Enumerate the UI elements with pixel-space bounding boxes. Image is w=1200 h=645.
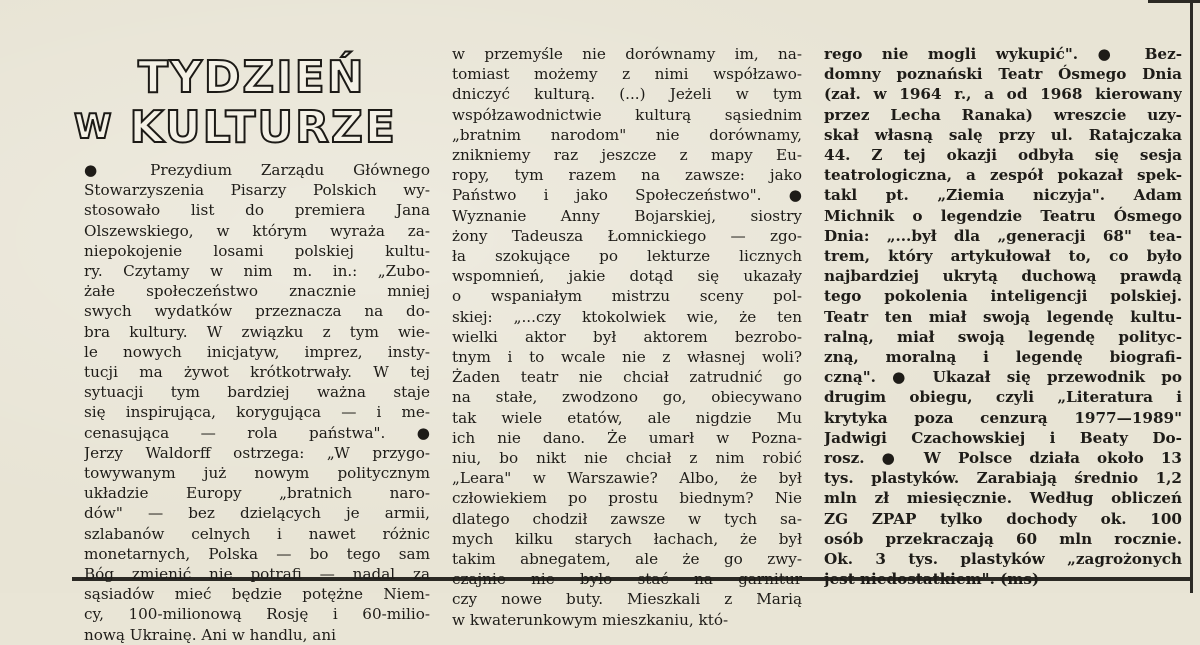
text-line: tucji ma żywot krótkotrwały. W tej [84, 363, 430, 382]
text-line: wielki aktor był aktorem bezrobo- [452, 327, 802, 346]
right-border-rule [1190, 0, 1193, 593]
text-line: Jadwigi Czachowskiej i Beaty Do- [824, 428, 1182, 447]
text-line: w przemyśle nie dorównamy im, na- [452, 45, 802, 63]
text-line: żony Tadeusza Łomnickiego — zgo- [452, 226, 802, 245]
section-title [70, 46, 430, 156]
text-line: ła szokujące po lekturze licznych [452, 247, 802, 266]
text-line: tak wiele etatów, ale nigdzie Mu [452, 408, 802, 427]
text-line: ralną, miał swoją legendę polityc- [824, 327, 1182, 346]
text-line: cy, 100-milionową Rosję i 60-milio- [84, 605, 430, 624]
text-line: żałe społeczeństwo znacznie mniej [84, 282, 430, 301]
text-line: skiej: „...czy ktokolwiek wie, że ten [452, 307, 802, 326]
text-line: takim abnegatem, ale że go zwy- [452, 550, 802, 569]
text-line: bra kultury. W związku z tym wie- [84, 322, 430, 341]
text-line: trem, który artykułował to, co było [824, 247, 1182, 266]
text-line: ry. Czytamy w nim m. in.: „Zubo- [84, 262, 430, 281]
article-column-3 [824, 44, 1182, 589]
text-line: mln zł miesięcznie. Według obliczeń [824, 489, 1182, 508]
text-line: tego pokolenia inteligencji polskiej. [824, 287, 1182, 306]
text-line: Ok. 3 tys. plastyków „zagrożonych [824, 550, 1182, 569]
title-word-tydzien: TYDZIEŃ [138, 52, 366, 103]
text-line: czną". ● Ukazał się przewodnik po [824, 368, 1182, 387]
text-line: wspomnień, jakie dotąd się ukazały [452, 267, 802, 286]
text-line: współzawodnictwie kulturą sąsiednim [452, 105, 802, 124]
text-line: w kwaterunkowym mieszkaniu, któ- [452, 610, 729, 629]
text-line: na stałe, zwodzono go, obiecywano [452, 388, 802, 407]
text-line: cenasująca — rola państwa". ● [84, 423, 430, 442]
text-line: człowiekiem po prostu biednym? Nie [452, 489, 802, 508]
text-line: się inspirująca, korygująca — i me- [84, 403, 430, 422]
title-line-2 [74, 102, 397, 153]
text-line: stosowało list do premiera Jana [84, 201, 430, 220]
text-line: monetarnych, Polska — bo tego sam [84, 544, 430, 563]
text-line: układzie Europy „bratnich naro- [84, 484, 430, 503]
text-line: zną, moralną i legendę biografi- [824, 348, 1182, 367]
text-line: Bóg zmienić nie potrafi — nadal za [84, 565, 430, 584]
text-line: Teatr ten miał swoją legendę kultu- [824, 307, 1182, 326]
text-line: 44. Z tej okazji odbyła się sesja [824, 146, 1182, 165]
text-line: osób przekraczają 60 mln rocznie. [824, 529, 1182, 548]
text-line: rego nie mogli wykupić". ● Bez- [824, 45, 1182, 63]
text-line: najbardziej ukrytą duchową prawdą [824, 267, 1182, 286]
text-line: tnym i to wcale nie z własnej woli? [452, 348, 802, 367]
title-word-kulturze: KULTURZE [129, 102, 397, 153]
text-line: „Leara" w Warszawie? Albo, że był [452, 469, 802, 488]
text-line: rosz. ● W Polsce działa około 13 [824, 449, 1182, 468]
text-line: Michnik o legendzie Teatru Ósmego [824, 206, 1182, 225]
text-line: niepokojenie losami polskiej kultu- [84, 241, 430, 260]
text-line: nową Ukrainę. Ani w handlu, ani [84, 625, 336, 644]
text-line: (zał. w 1964 r., a od 1968 kierowany [824, 85, 1182, 104]
text-line: drugim obiegu, czyli „Literatura i [824, 388, 1182, 407]
top-border-rule [1148, 0, 1200, 3]
text-line: sąsiadów mieć będzie potężne Niem- [84, 585, 430, 604]
text-line: ZG ZPAP tylko dochody ok. 100 [824, 509, 1182, 528]
text-line: tys. plastyków. Zarabiają średnio 1,2 [824, 469, 1182, 488]
text-line: le nowych inicjatyw, imprez, insty- [84, 342, 430, 361]
text-line: mych kilku starych łachach, że był [452, 529, 802, 548]
text-line: o wspaniałym mistrzu sceny pol- [452, 287, 802, 306]
text-line: niu, bo nikt nie chciał z nim robić [452, 449, 802, 468]
text-line: czy nowe buty. Mieszkali z Marią [452, 590, 802, 609]
text-line: dów" — bez dzielących je armii, [84, 504, 430, 523]
text-line: Państwo i jako Społeczeństwo". ● [452, 186, 802, 205]
text-line: krytyka poza cenzurą 1977—1989" [824, 408, 1182, 427]
text-line: jest niedostatkiem". (ms) [824, 570, 1040, 589]
text-line: Dnia: „...był dla „generacji 68" tea- [824, 226, 1182, 245]
article-column-2 [452, 44, 802, 630]
title-line-1 [138, 52, 366, 103]
text-line: ropy, tym razem na zawsze: jako [452, 166, 802, 185]
text-line: Wyznanie Anny Bojarskiej, siostry [452, 206, 802, 225]
text-line: Jerzy Waldorff ostrzega: „W przygo- [84, 443, 430, 462]
text-line: skał własną salę przy ul. Ratajczaka [824, 125, 1182, 144]
text-line: ich nie dano. Że umarł w Pozna- [452, 428, 802, 447]
text-line: domny poznański Teatr Ósmego Dnia [824, 65, 1182, 84]
article-column-1 [84, 160, 430, 645]
text-line: „bratnim narodom" nie dorównamy, [452, 125, 802, 144]
text-line: Żaden teatr nie chciał zatrudnić go [452, 368, 802, 387]
text-line: takl pt. „Ziemia niczyja". Adam [824, 186, 1182, 205]
text-line: swych wydatków przeznacza na do- [84, 302, 430, 321]
text-line: ● Prezydium Zarządu Głównego [84, 161, 430, 179]
text-line: tomiast możemy z nimi współzawo- [452, 65, 802, 84]
text-line: czajnie nie było stać na garnitur [452, 570, 802, 589]
text-line: sytuacji tym bardziej ważna staje [84, 383, 430, 402]
text-line: Olszewskiego, w którym wyraża za- [84, 221, 430, 240]
text-line: przez Lecha Ranaka) wreszcie uzy- [824, 105, 1182, 124]
text-line: szlabanów celnych i nawet różnic [84, 524, 430, 543]
text-line: znikniemy raz jeszcze z mapy Eu- [452, 146, 802, 165]
title-word-w: W [74, 107, 114, 147]
text-line: dlatego chodził zawsze w tych sa- [452, 509, 802, 528]
text-line: towywanym już nowym politycznym [84, 464, 430, 483]
text-line: Stowarzyszenia Pisarzy Polskich wy- [84, 181, 430, 200]
text-line: teatrologiczna, a zespół pokazał spek- [824, 166, 1182, 185]
text-line: dniczyć kulturą. (...) Jeżeli w tym [452, 85, 802, 104]
